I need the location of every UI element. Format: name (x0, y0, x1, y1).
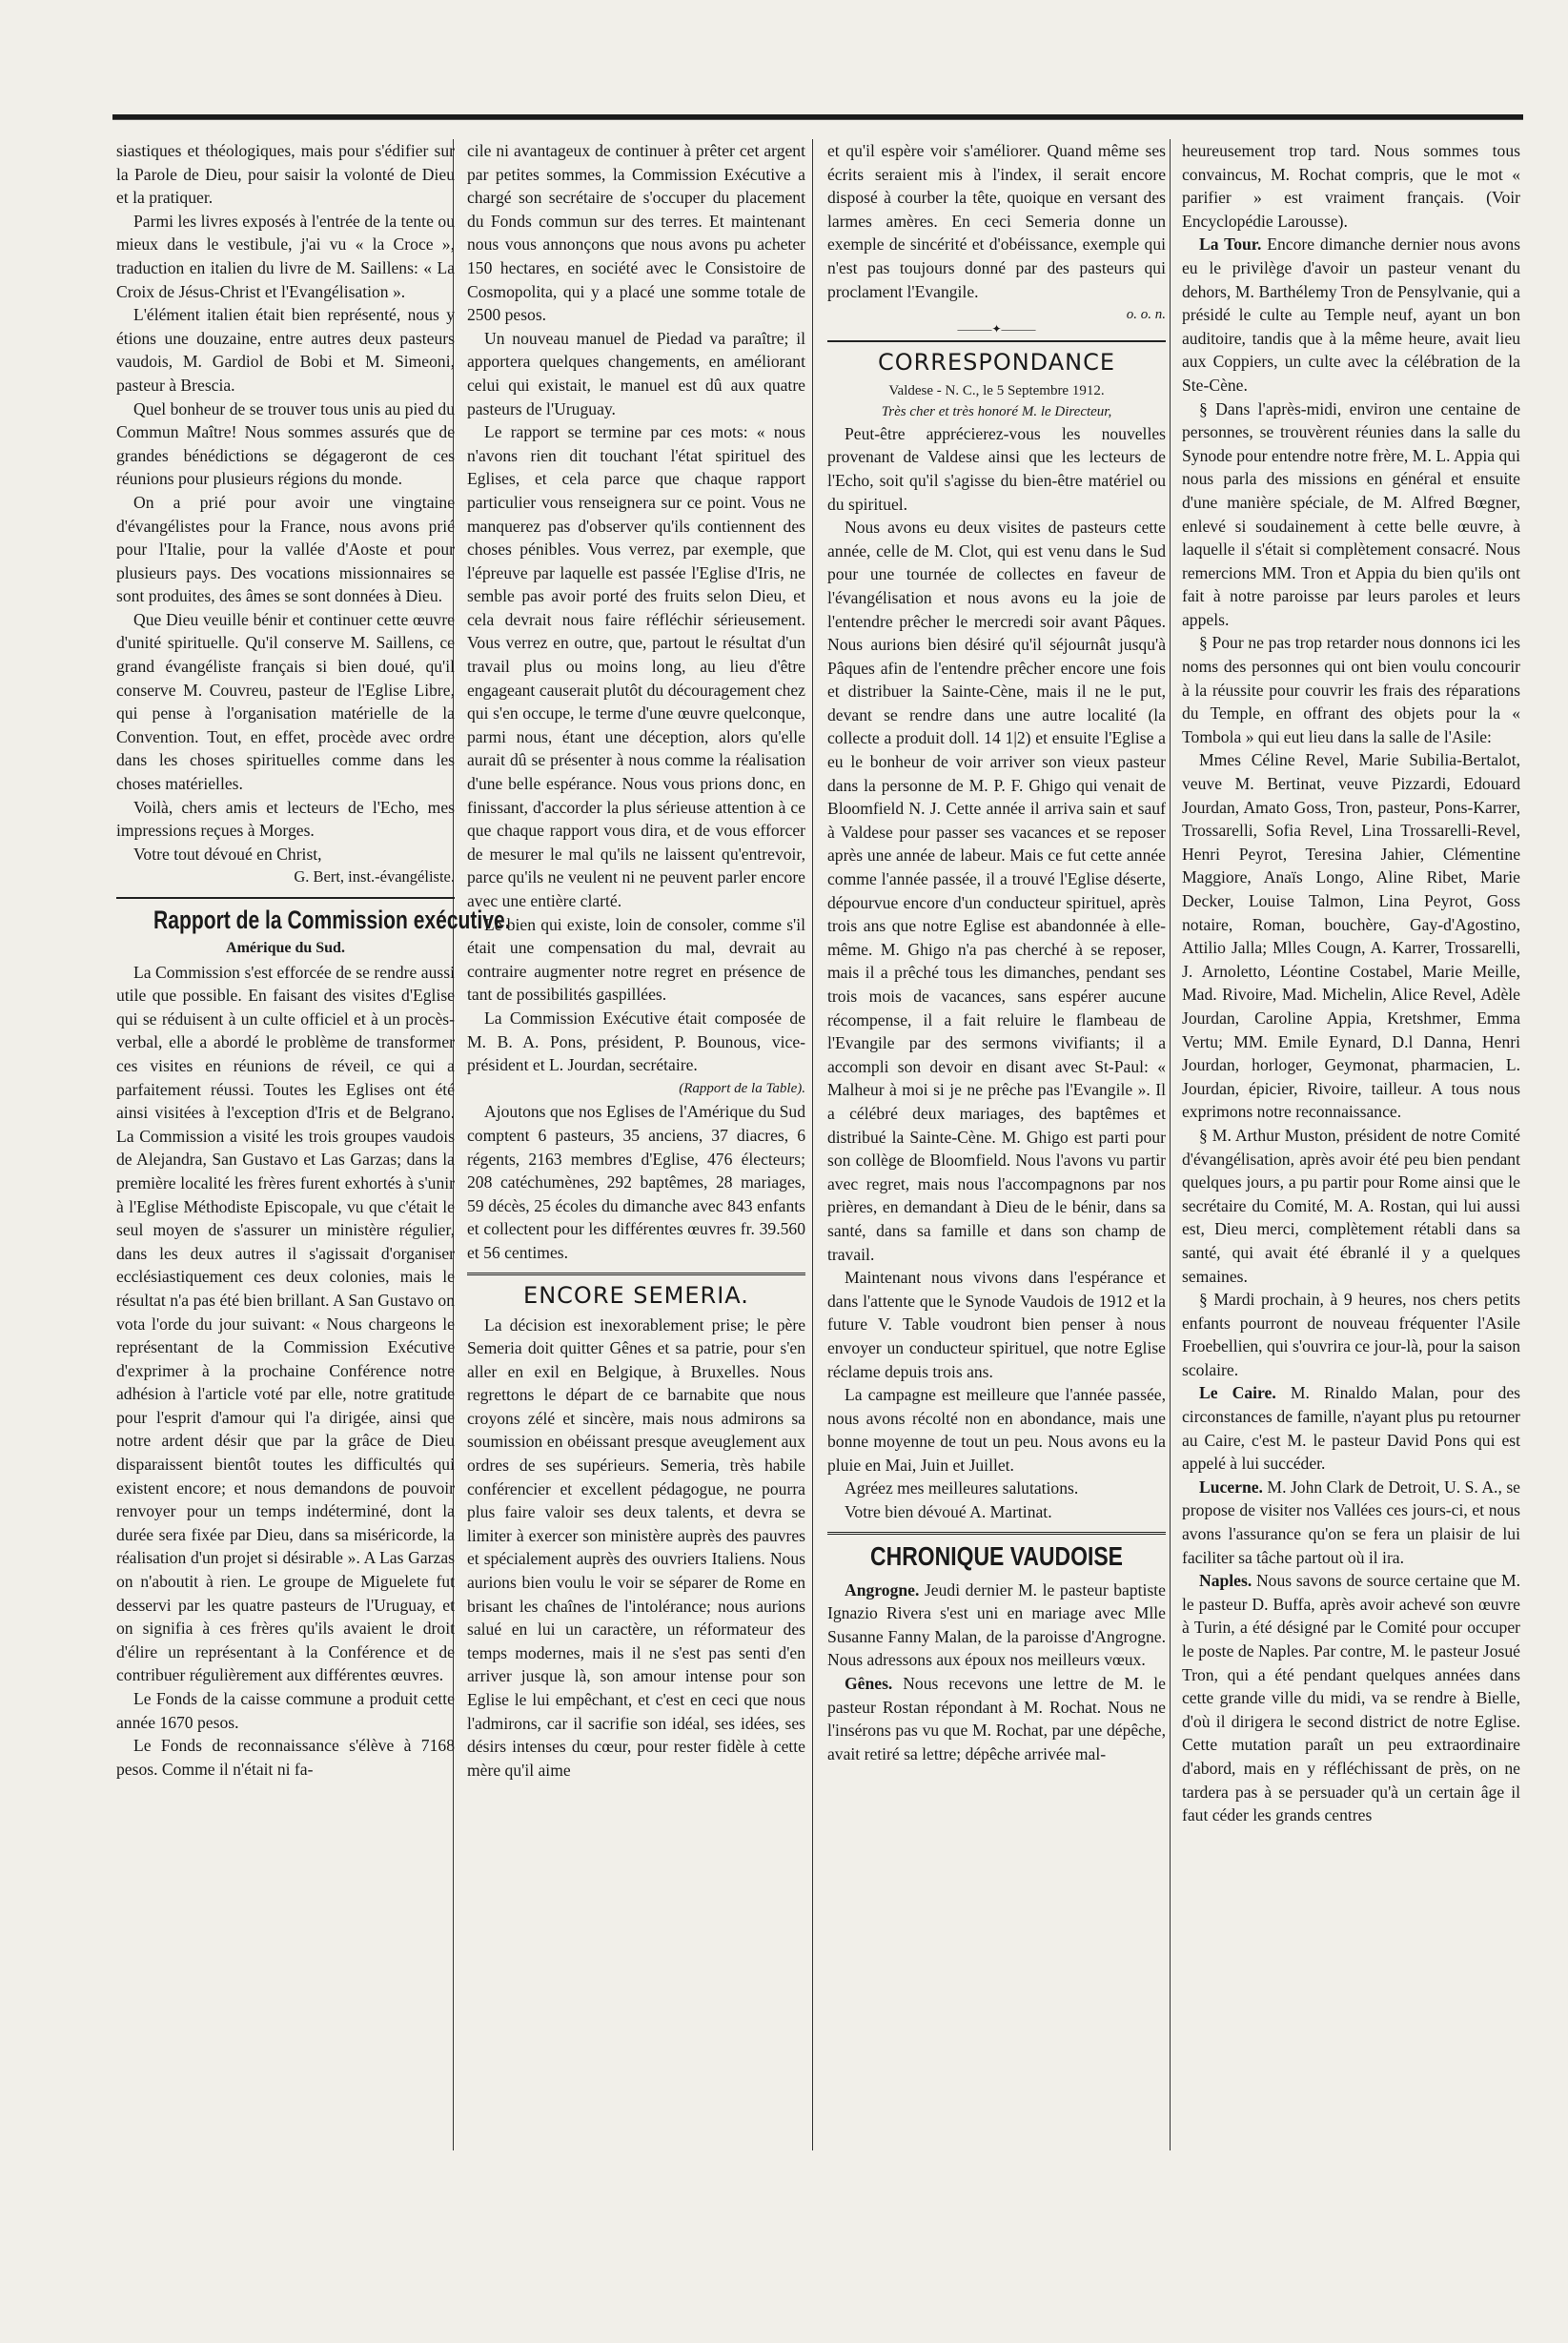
section-rule (116, 897, 455, 899)
signature: G. Bert, inst.-évangéliste. (294, 867, 455, 886)
news-text: Pour ne pas trop retarder nous donnons ici les noms des personnes qui ont bien voulu concourir à la réussite pour couvrir les frais des réparations du Temple, en offrant des objets pour la « Tombola » qui eut lieu dans la salle de l'Asile: (1182, 633, 1520, 746)
news-item (1182, 1569, 1520, 1827)
paragraph: et qu'il espère voir s'améliorer. Quand même ses écrits seraient mis à l'index, il serait encore disposé à courber la tête, quoique en versant des larmes amères. En ceci Semeria donne un exemple de sincérité et d'obéissance, exemple qui n'est pas toujours donné par des pasteurs qui proclament l'Evangile. (827, 141, 1166, 301)
paragraph: Voilà, chers amis et lecteurs de l'Echo, mes impressions reçues à Morges. (116, 797, 455, 841)
paragraph: Agréez mes meilleures salutations. (845, 1478, 1079, 1498)
news-text: Mardi prochain, à 9 heures, nos chers petits enfants pourront de nouveau fréquenter l'Asile Froebellien, qui s'ouvrira ce jour-là, pour la saison scolaire. (1182, 1290, 1520, 1379)
news-text: M. John Clark de Detroit, U. S. A., se propose de visiter nos Vallées ces jours-ci, et nous avons l'assurance qu'on se fera un plaisir de lui faciliter sa tâche partout où il ira. (1182, 1477, 1520, 1567)
paragraph: La Commission Exécutive était composée de M. B. A. Pons, président, P. Bounous, vice-président et L. Jourdan, secrétaire. (467, 1008, 805, 1075)
news-item (1182, 1381, 1520, 1475)
news-item (1182, 1288, 1520, 1381)
paragraph: Peut-être apprécierez-vous les nouvelles provenant de Valdese ainsi que les lecteurs de l'Echo, soit qu'il s'agisse du bien-être matériel ou du spirituel. (827, 423, 1166, 514)
place-name: La Tour. (1199, 234, 1262, 255)
ornament-divider: ———✦——— (957, 321, 1036, 336)
paragraph: Le Fonds de la caisse commune a produit cette année 1670 pesos. (116, 1689, 455, 1732)
news-item (1182, 1476, 1520, 1569)
column-4 (1182, 139, 1520, 1827)
paragraph: siastiques et théologiques, mais pour s'édifier sur la Parole de Dieu, pour saisir la volonté de Dieu et la pratiquer. (116, 141, 455, 208)
news-item (1182, 397, 1520, 632)
news-item (827, 1672, 1166, 1765)
place-name: Naples. (1199, 1571, 1252, 1591)
news-text: M. Rinaldo Malan, pour des circonstances de famille, n'ayant plus pu retourner au Caire, c'est M. le pasteur David Pons qui est appelé à lui succéder. (1182, 1383, 1520, 1474)
dateline: Valdese - N. C., le 5 Septembre 1912. (888, 382, 1105, 398)
paragraph: Le rapport se termine par ces mots: « nous n'avons rien dit touchant l'état spirituel des Eglises, et cela parce que chaque rapport particulier vous renseignera sur ce point. Vous ne manquerez pas d'observer qu'ils contiennent des choses pénibles. Vous verrez, par exemple, que l'épreuve par laquelle est passée l'Eglise d'Iris, ne semble pas avoir porté des fruits selon Dieu, et cela devrait nous faire réfléchir sérieusement. Vous verrez en outre, que, partout le résultat d'un travail plus ou moins long, au lieu d'être engageant causerait plutôt du découragement chez qui s'en occupe, le terme d'une œuvre quelconque, parmi nous, étant une déception, alors qu'elle aurait dû se présenter à nous comme la réalisation d'une belle espérance. Nous vous prions donc, en finissant, d'accorder la plus sérieuse attention à ce que chaque rapport vous dira, et de vous efforcer de mesurer le mal qu'ils ne laissent qu'entrevoir, parce qu'ils ne veulent ni ne peuvent parler encore avec une entière clarté. (467, 422, 805, 910)
news-text: Nous savons de source certaine que M. le pasteur D. Buffa, après avoir achevé son œuvre à Turin, a été désigné par le Comité pour occuper le poste de Naples. Par contre, M. le pasteur Josué Tron, qui a été pendant quelques années dans cette grande ville du midi, va se rendre à Bielle, d'où il dirigera le second district de notre Eglise. Cette mutation paraît un peu extraordinaire d'abord, mais en y réfléchissant de près, on ne tardera pas à se persuader qu'à un certain âge il faut céder les grands centres (1182, 1571, 1520, 1825)
column-1 (116, 139, 511, 1781)
news-text: Encore dimanche dernier nous avons eu le privilège d'avoir un pasteur venant du dehors, M. Barthélemy Tron de Pensylvanie, qui a présidé le culte au Temple neuf, ayant un bon auditoire, tandis que à la même heure, avait lieu aux Coppiers, un culte avec la célébration de la Ste-Cène. (1182, 234, 1520, 395)
section-title: Rapport de la Commission exécutive. (153, 906, 511, 934)
column-2 (467, 139, 805, 1782)
section-rule (827, 340, 1166, 342)
section-title: ENCORE SEMERIA. (523, 1281, 749, 1309)
paragraph: L'élément italien était bien représenté, nous y étions une douzaine, entre autres deux pasteurs vaudois, M. Gardiol de Bobi et M. Simeoni, pasteur à Brescia. (116, 305, 455, 395)
paragraph: Mmes Céline Revel, Marie Subilia-Bertalot, veuve M. Bertinat, veuve Pizzardi, Edouard Jourdan, Amato Goss, Tron, pasteur, Pons-Karrer, Trossarelli, Sofia Revel, Lina Trossarelli-Revel, Henri Peyrot, Teresina Jahier, Clémentine Maggiore, Anaïs Longo, Aline Ribet, Marie Decker, Louise Talmon, Lina Peyrot, Goss notaire, Roman, bouchère, Gay-d'Agostino, Attilio Jalla; Mlles Cougn, A. Karrer, Trossarelli, J. Arnoletto, Léontine Costabel, Marie Meille, Mad. Rivoire, Mad. Michelin, Alice Revel, Adèle Jourdan, Caroline Appia, Kretshmer, Emma Vertu; MM. Emile Eynard, D.l Danna, Henri Jourdan, horloger, Geymonat, pharmacien, L. Jourdan, épicier, Rivoire, tailleur. A tous nous exprimons notre reconnaissance. (1182, 750, 1520, 1122)
paragraph: Nous avons eu deux visites de pasteurs cette année, celle de M. Clot, qui est venu dans le Sud pour une tournée de collectes en faveur de l'évangélisation et nous avons eu la joie de l'entendre prêcher le mercredi soir avant Pâques. Nous aurions bien désiré qu'il séjournât jusqu'à Pâques afin de l'entendre prêcher encore une fois et distribuer la Sainte-Cène, mais il ne le put, devant se rendre dans une autre localité (la collecte a produit doll. 14 1|2) et ensuite l'Eglise a eu le bonheur de voir arriver son vieux pasteur dans la personne de M. P. F. Ghigo qui venait de Bloomfield N. J. Cette année il arriva sain et sauf à Valdese pour passer ses vacances et se reposer après une année de labeur. Mais ce fut cette année comme l'année passée, il a trouvé l'Eglise déserte, dépourvue encore d'un conducteur spirituel, après trois ans que notre Eglise est abandonnée à elle-même. M. Ghigo n'a pas cherché à se reposer, mais il a prêché tous les dimanches, pendant ses trois mois de vacances, sans espérer aucune récompense, il a fait reluire le flambeau de l'Evangile par des sermons vivifiants; il a accompli son devoir en disant avec St-Paul: « Malheur à moi si je ne prêche pas l'Evangile ». Il a célébré deux mariages, des baptêmes et distribué la Sainte-Cène. M. Ghigo est parti pour son collège de Bloomfield. Nous l'avons vu partir avec regret, mais nous l'accompagnons par nos prières, en demandant à Dieu de le bénir, dans sa santé, dans sa famille et dans son champ de travail. (827, 518, 1166, 1264)
paragraph: cile ni avantageux de continuer à prêter cet argent par petites sommes, la Commission Exécutive a chargé son secrétaire de s'occuper du placement du Fonds commun sur des terres. Et maintenant nous vous annonçons que nous avons pu acheter 150 hectares, en société avec le Consistoire de Cosmopolita, qui y a placé une somme totale de 2500 pesos. (467, 141, 805, 325)
top-rule (112, 114, 1523, 120)
section-mark-icon: § (1199, 633, 1212, 653)
paragraph: heureusement trop tard. Nous sommes tous convaincus, M. Rochat compris, que le mot « parifier » est vraiment français. (Voir Encyclopédie Larousse). (1182, 141, 1520, 231)
news-item (1182, 631, 1520, 748)
paragraph: Le Fonds de reconnaissance s'élève à 7168 pesos. Comme il n'était ni fa- (116, 1736, 455, 1779)
column-divider (1170, 139, 1171, 2150)
paragraph: Votre bien dévoué A. Martinat. (845, 1502, 1052, 1522)
paragraph: Votre tout dévoué en Christ, (133, 844, 322, 864)
news-item (827, 1579, 1166, 1672)
source-note: (Rapport de la Table). (679, 1080, 805, 1096)
paragraph: Maintenant nous vivons dans l'espérance et dans l'attente que le Synode Vaudois de 1912 et la future V. Table voudront bien penser à nous envoyer un conducteur spirituel, que notre Eglise réclame depuis trois ans. (827, 1268, 1166, 1381)
paragraph: Quel bonheur de se trouver tous unis au pied du Commun Maître! Nous sommes assurés que de grandes bénédictions se dégageront de ces réunions pour plusieurs régions du monde. (116, 398, 455, 489)
column-3 (827, 139, 1166, 1765)
paragraph: Que Dieu veuille bénir et continuer cette œuvre d'unité spirituelle. Qu'il conserve M. Saillens, ce grand évangéliste français si bien doué, qu'il conserve M. Couvreu, pasteur de l'Eglise Libre, qui pense à l'organisation matérielle de la Convention. Tout, en effet, procède avec ordre dans les choses spirituelles comme dans les choses matérielles. (116, 609, 455, 794)
section-mark-icon: § (1199, 398, 1216, 418)
news-item (1182, 1124, 1520, 1288)
section-mark-icon: § (1199, 1290, 1214, 1310)
place-name: Le Caire. (1199, 1383, 1276, 1403)
signature: o. o. n. (1126, 307, 1166, 323)
section-rule (467, 1273, 805, 1275)
paragraph: Parmi les livres exposés à l'entrée de la tente ou mieux dans le vestibule, j'ai vu « la Croce », traduction en italien du livre de M. Saillens: « La Croix de Jésus-Christ et l'Evangélisation ». (116, 211, 455, 301)
news-item (1182, 233, 1520, 397)
news-text: Jeudi dernier M. le pasteur baptiste Ignazio Rivera s'est uni en mariage avec Mlle Susanne Fanny Malan, de la paroisse d'Angrogne. Nous adressons aux époux nos meilleurs vœux. (827, 1579, 1166, 1670)
salutation: Très cher et très honoré M. le Directeur, (881, 403, 1112, 419)
paragraph: La campagne est meilleure que l'année passée, nous avons récolté non en abondance, mais une bonne moyenne de tout un peu. Nous avons eu la pluie en Mai, Juin et Juillet. (827, 1385, 1166, 1475)
paragraph: Ajoutons que nos Eglises de l'Amérique du Sud comptent 6 pasteurs, 35 anciens, 37 diacres, 6 régents, 2163 membres d'Eglise, 476 électeurs; 208 catéchumènes, 292 baptêmes, 28 mariages, 59 décès, 25 écoles du dimanche avec 843 enfants et collectent pour les différentes œuvres fr. 39.560 et 56 centimes. (467, 1102, 805, 1262)
paragraph: On a prié pour avoir une vingtaine d'évangélistes pour la France, nous avons prié pour l'Italie, pour la vallée d'Aoste et pour plusieurs pays. Des vocations missionnaires se sont produites, des âmes se sont données à Dieu. (116, 492, 455, 606)
paragraph: Un nouveau manuel de Piedad va paraître; il apportera quelques changements, en améliorant celui qui existait, le manuel est dû aux quatre pasteurs de l'Uruguay. (467, 328, 805, 418)
news-text: M. Arthur Muston, président de notre Comité d'évangélisation, après avoir été peu bien pendant quelques jours, a pu partir pour Rome ainsi que le secrétaire du Comité, M. A. Rostan, qui lui aussi est, Dieu merci, complètement rétabli dans sa santé, qui avait été ébranlé il y a quelques semaines. (1182, 1125, 1520, 1286)
place-name: Gênes. (845, 1674, 893, 1694)
place-name: Angrogne. (845, 1579, 920, 1599)
news-text: Nous recevons une lettre de M. le pasteur Rostan répondant à M. Rochat. Nous ne l'insérons pas vu que M. Rochat, par une dépêche, avait retiré sa lettre; dépêche arrivée mal- (827, 1674, 1166, 1763)
paragraph: La Commission s'est efforcée de se rendre aussi utile que possible. En faisant des visites d'Eglise qui se réduisent à un culte officiel et à un procès-verbal, elle a abordé le problème de transformer ces visites en réunions de réveil, ce qui a parfaitement réussi. Toutes les Eglises ont été ainsi visitées à l'exception d'Iris et de Belgrano. La Commission a visité les trois groupes vaudois de Alejandra, San Gustavo et Las Garzas; dans la première localité les frères furent exhortés à s'unir à l'Eglise Méthodiste Episcopale, vu que c'était le seul moyen de s'assurer un ministère régulier, dans les deux autres il s'agissait d'organiser ecclésiastiquement ces deux colonies, mais le résultat n'a pas été bien brillant. A San Gustavo on vota l'orde du jour suivant: « Nous chargeons le représentant de la Commission Exécutive d'exprimer à la prochaine Conférence notre adhésion à l'article voté par elle, notre gratitude pour l'esprit d'amour qui l'a dirigée, ainsi que notre ardent désir que par la grâce de Dieu disparaissent bientôt toutes les difficultés qui existent encore; et nous demandons de pouvoir renvoyer pour un temps indéterminé, dont la durée sera fixée par Dieu, dans sa miséricorde, la réalisation d'un projet si désirable ». A Las Garzas on n'aboutit à rien. Le groupe de Miguelete fut desservi par les quatre pasteurs de l'Uruguay, et on signifia à ces frères qu'ils avaient le droit d'élire un représentant à la Conférence et de contribuer régulièrement aux différentes œuvres. (116, 962, 455, 1685)
section-rule (827, 1532, 1166, 1535)
section-title: CHRONIQUE VAUDOISE (870, 1540, 1123, 1571)
place-name: Lucerne. (1199, 1477, 1263, 1497)
paragraph: La décision est inexorablement prise; le père Semeria doit quitter Gênes et sa patrie, pour s'en aller en exil en Belgique, à Bruxelles. Nous regrettons le départ de ce barnabite que nous croyons zélé et sincère, mais nous admirons sa soumission en obéissant presque aveuglement aux ordres de ses supérieurs. Semeria, très habile conférencier et excellent pédagogue, ne pourra plus faire valoir ses deux talents, et devra se limiter à exercer son ministère auprès des pauvres et spécialement auprès des ouvriers Italiens. Nous aurions bien voulu le voir se séparer de Rome en brisant les chaînes de l'intolérance; nous aurions salué en lui un caractère, un réformateur des temps modernes, mais il ne s'est pas senti d'en arriver jusque là, son amour intense pour son Eglise le lui empêchant, et c'est en ceci que nous l'admirons, car il sacrifie son idéal, ses idées, ses désirs intenses du cœur, pour rester fidèle à cette mère qu'il aime (467, 1314, 805, 1780)
column-divider (812, 139, 813, 2150)
paragraph: Le bien qui existe, loin de consoler, comme s'il était une compensation du mal, devrait au contraire augmenter notre regret en présence de tant de possibilités gaspillées. (467, 914, 805, 1005)
section-mark-icon: § (1199, 1125, 1212, 1145)
section-subtitle: Amérique du Sud. (226, 940, 345, 956)
section-title: CORRESPONDANCE (877, 348, 1116, 376)
news-text: Dans l'après-midi, environ une centaine de personnes, se trouvèrent réunies dans la salle du Synode pour entendre notre frère, M. L. Appia qui nous parla des missions en général et ensuite d'une manière spéciale, de M. Alfred Bœgner, enlevé si soudainement à cette belle œuvre, à laquelle il s'était si complètement consacré. Nous remercions MM. Tron et Appia du bien qu'ils ont fait à notre paroisse par leurs paroles et leurs appels. (1182, 398, 1521, 629)
